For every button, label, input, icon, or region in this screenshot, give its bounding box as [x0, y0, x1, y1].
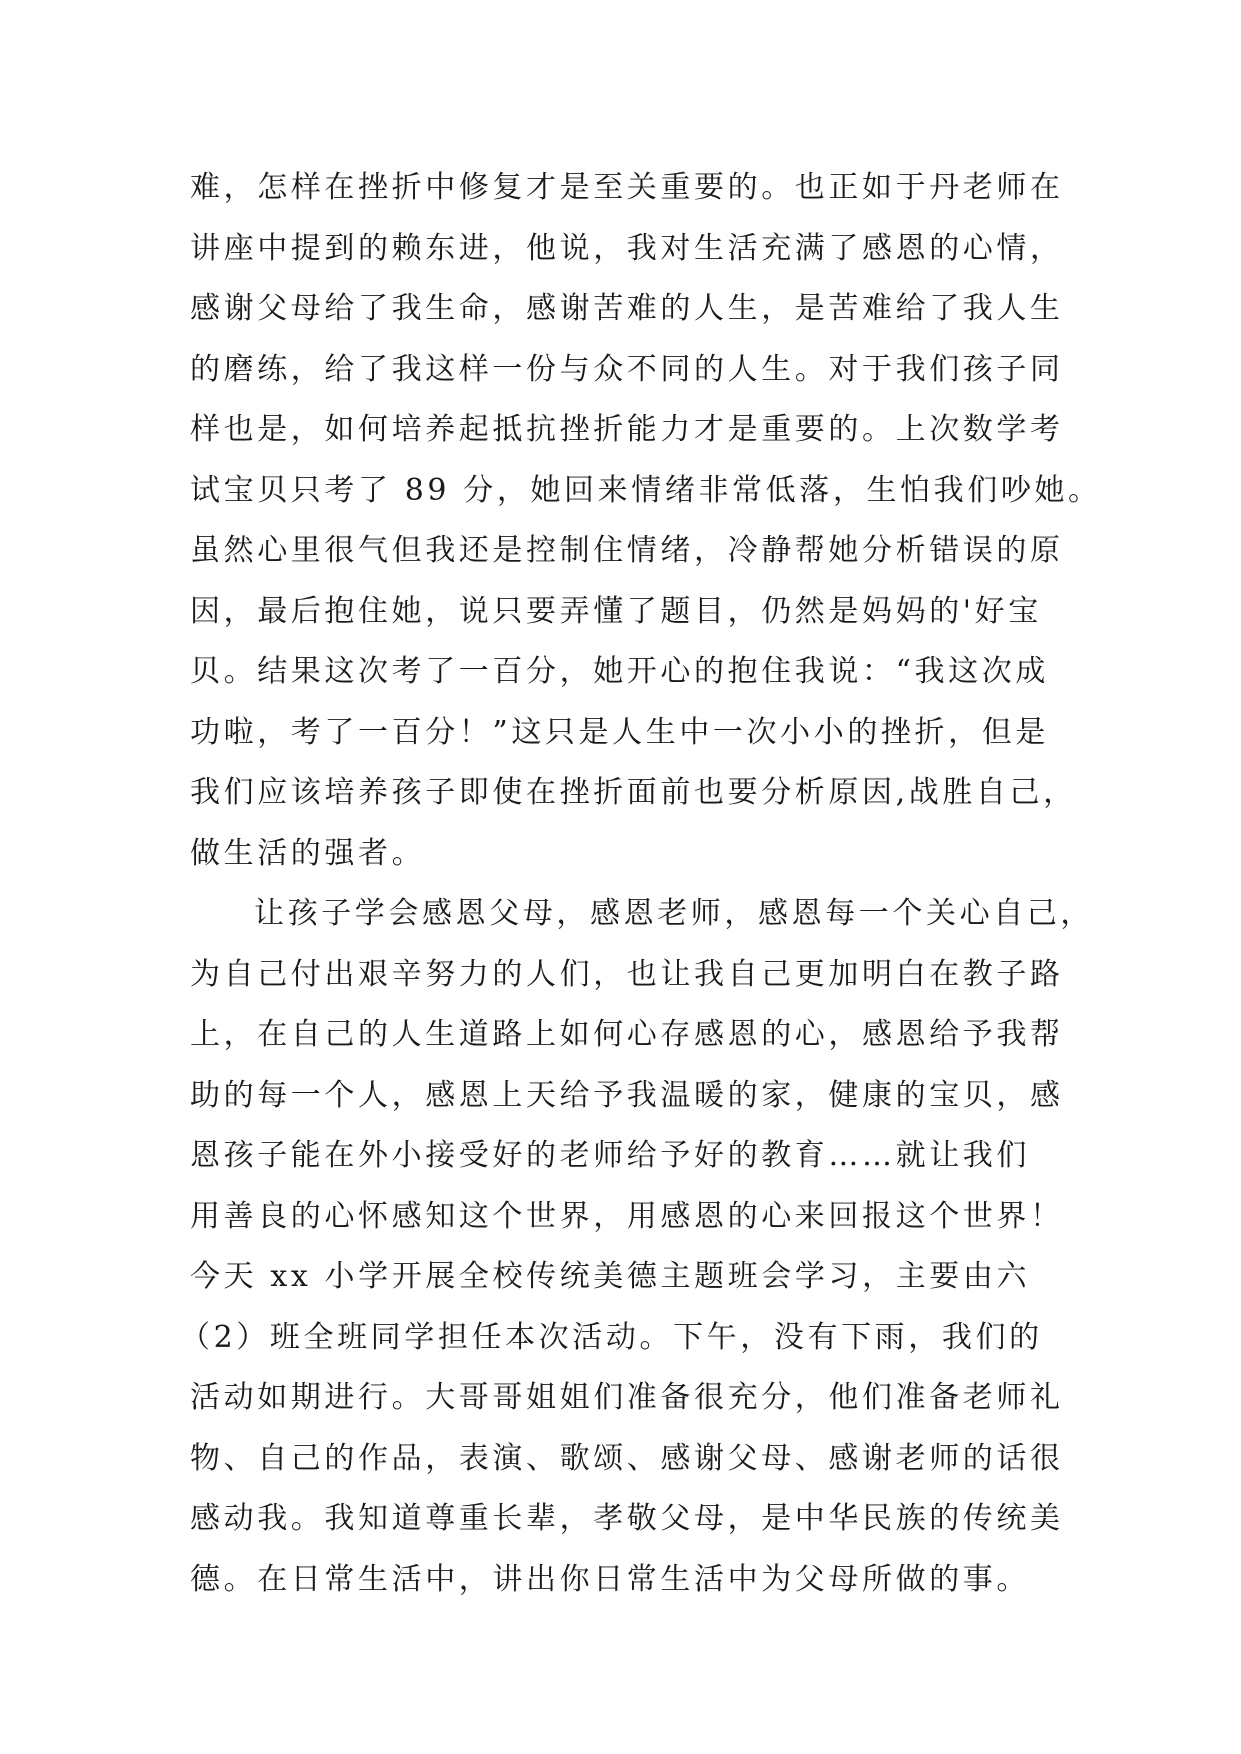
- text-line: 做生活的强者。: [190, 835, 426, 871]
- text-line: 功啦，考了一百分！”这只是人生中一次小小的挫折，但是: [190, 714, 1049, 750]
- text-line: 上，在自己的人生道路上如何心存感恩的心，感恩给予我帮: [190, 1017, 1064, 1052]
- text-line: 虽然心里很气但我还是控制住情绪，冷静帮她分析错误的原: [190, 533, 1064, 568]
- text-line: 今天 xx 小学开展全校传统美德主题班会学习，主要由六: [190, 1259, 1031, 1294]
- text-line: 助的每一个人，感恩上天给予我温暖的家，健康的宝贝，感: [190, 1077, 1064, 1113]
- text-line: 活动如期进行。大哥哥姐姐们准备很充分，他们准备老师礼: [190, 1380, 1064, 1415]
- text-line: （2）班全班同学担任本次活动。下午，没有下雨，我们的: [180, 1319, 1043, 1355]
- text-line: 试宝贝只考了 89 分，她回来情绪非常低落，生怕我们吵她。: [190, 472, 1102, 508]
- text-line: 用善良的心怀感知这个世界，用感恩的心来回报这个世界！: [190, 1198, 1064, 1234]
- text-line: 贝。结果这次考了一百分，她开心的抱住我说：“我这次成: [190, 654, 1049, 689]
- text-line: 样也是，如何培养起抵抗挫折能力才是重要的。上次数学考: [190, 412, 1064, 447]
- text-line: 难，怎样在挫折中修复才是至关重要的。也正如于丹老师在: [190, 170, 1064, 205]
- text-line: 感谢父母给了我生命，感谢苦难的人生，是苦难给了我人生: [190, 291, 1064, 326]
- body-text: [180, 158, 1102, 1610]
- text-line: 讲座中提到的赖东进，他说，我对生活充满了感恩的心情，: [190, 230, 1064, 266]
- text-line: 因，最后抱住她，说只要弄懂了题目，仍然是妈妈的'好宝: [190, 593, 1042, 629]
- text-line: 的磨练，给了我这样一份与众不同的人生。对于我们孩子同: [190, 351, 1064, 387]
- paragraph-start-line: 让孩子学会感恩父母，感恩老师，感恩每一个关心自己，: [254, 896, 1094, 931]
- text-line: 物、自己的作品，表演、歌颂、感谢父母、感谢老师的话很: [190, 1440, 1064, 1476]
- text-line: 感动我。我知道尊重长辈，孝敬父母，是中华民族的传统美: [190, 1501, 1064, 1536]
- text-line: 德。在日常生活中，讲出你日常生活中为父母所做的事。: [190, 1561, 1030, 1597]
- text-line: 为自己付出艰辛努力的人们，也让我自己更加明白在教子路: [190, 956, 1064, 992]
- text-line: 恩孩子能在外小接受好的老师给予好的教育……就让我们: [190, 1138, 1030, 1173]
- text-line: 我们应该培养孩子即使在挫折面前也要分析原因,战胜自己，: [190, 775, 1077, 810]
